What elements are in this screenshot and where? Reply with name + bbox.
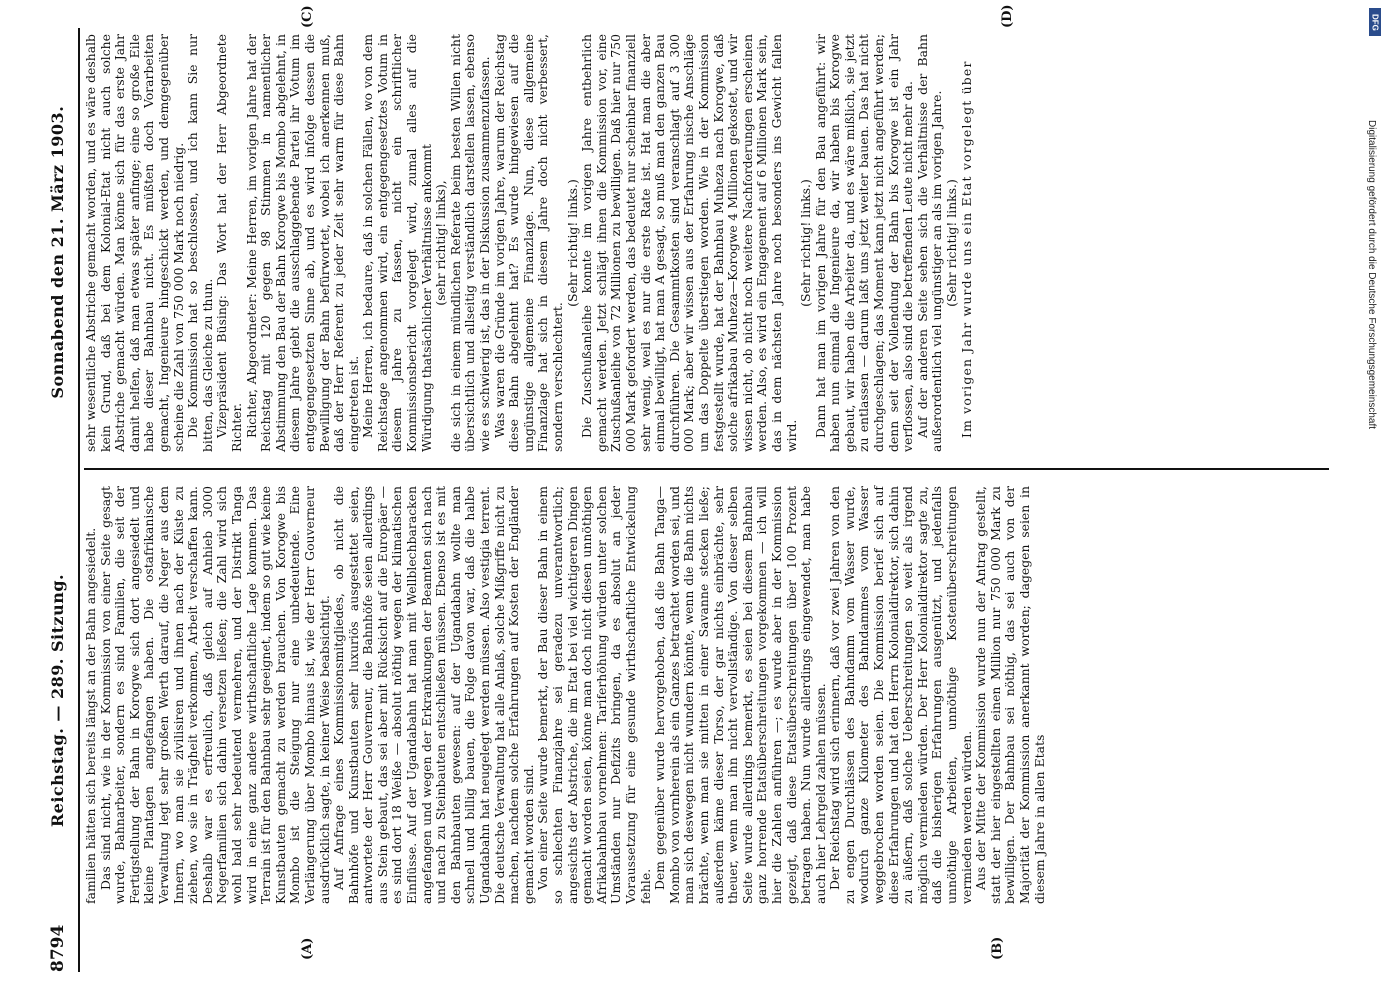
paragraph: Das sind nicht, wie in der Kommission von einer Seite gesagt wurde, Bahnarbeiter, sondern es sind Familien, die seit der Fertigstellung der Bahn in Korogwe sich dort angesiedelt und kleine Plantagen angefangen haben. Die ostafrikanische Verwaltung legt sehr großen Werth darauf, die Neger aus dem Innern, wo man sie zivilisiren und ihnen nach der Küste zu ziehen, wo sie in Trägheit verkommen, Arbeit verschaffen kann. Deshalb war es erfreulich, daß gleich auf Anhieb 3000 Negerfamilien sich dahin versetzen ließen; die Zahl wird sich wohl bald sehr bedeutend vermehren, und der Distrikt Tanga wird in eine ganz andere wirthschaftliche Lage kommen. Das Terrain ist für den Bahnbau sehr geeignet, indem so gut wie keine Kunstbauten gemacht zu werden brauchen. Von Korogwe bis Mombo ist die Steigung nur eine unbedeutende. Eine Verlängerung über Mombo hinaus ist, wie der Herr Gouverneur ausdrücklich sagte, in keiner Weise beabsichtigt. xyxy=(97,486,332,904)
paragraph: Was waren die Gründe im vorigen Jahre, warum der Reichstag diese Bahn abgelehnt hat? Es wurde hingewiesen auf die ungünstige allgemeine Finanzlage. Nun, diese allgemeine Finanzlage hat sich in diesem Jahre doch nicht verbessert, sondern verschlechtert. xyxy=(491,34,565,452)
paragraph: Meine Herren, ich bedaure, daß in solchen Fällen, wo von dem Reichstage angenommen wird, ein entgegengesetztes Votum in diesem Jahre zu fassen, nicht ein schriftlicher Kommissionsbericht vorgelegt wird, zumal alles auf die Würdigung thatsächlicher Verhältnisse ankommt xyxy=(360,34,434,452)
interjection: (Sehr richtig! links.) xyxy=(798,179,814,307)
interjection: (Sehr richtig! links.) xyxy=(944,179,960,307)
paragraph: Die Kommission hat so beschlossen, und ich kann Sie nur bitten, das Gleiche zu thun. xyxy=(185,34,215,452)
paragraph: Dem gegenüber wurde hervorgehoben, daß die Bahn Tanga—Mombo von vornherein als ein Ganzes betrachtet worden sei, und man sich deswegen nicht wundern könnte, wenn die Bahn nichts brächte, wenn man sie mitten in einer Savanne stecken ließe; außerdem käme dieser Torso, der gar nichts einbrächte, sehr theuer, wenn man ihn nicht vervollständige. Von dieser selben Seite wurde allerdings bemerkt, es seien bei diesem Bahnbau ganz horrende Etatsüberschreitungen vorgekommen — ich will hier die Zahlen anführen —; es wurde aber in der Kommission gezeigt, daß diese Etatsüberschreitungen über 100 Prozent betragen haben. Nun wurde allerdings eingewendet, man habe auch hier Lehrgeld zahlen müssen. xyxy=(652,486,828,904)
paragraph: die sich in einem mündlichen Referate beim besten Willen nicht übersichtlich und allseitig verständlich darstellen lassen, ebenso wie es schwierig ist, das in der Diskussion zusammenzufassen. xyxy=(447,34,493,452)
page-header xyxy=(48,28,74,972)
interjection: (Sehr richtig! links.) xyxy=(564,179,580,307)
speaker-paragraph: Richter, Abgeordneter: Meine Herren, im vorigen Jahre hat der Reichstag mit 120 gegen 98 Stimmen in namentlicher Abstimmung den Bau der Bahn Korogwe bis Mombo abgelehnt, in diesem Jahre giebt die ausschlaggebende Partei ihr Votum im entgegengesetzten Sinne ab, und es wird infolge dessen die Bewilligung der Bahn befürwortet, wobei ich anerkennen muß, daß der Herr Referent zu jeder Zeit sehr warm für diese Bahn eingetreten ist. xyxy=(243,34,361,452)
right-column xyxy=(84,34,974,452)
paragraph: Auf der anderen Seite sehen sich die Verhältnisse der Bahn außerordentlich viel ungünstiger an als im vorigen Jahre. xyxy=(914,34,945,452)
dfg-logo: DFG xyxy=(1369,8,1381,36)
paragraph: Aus der Mitte der Kommission wurde nun der Antrag gestellt, statt der hier eingestellten einen Million nur 750 000 Mark zu bewilligen. Der Bahnbau sei nöthig, das sei auch von der Majorität der Kommission anerkannt worden; dagegen seien in diesem Jahre in allen Etats xyxy=(973,486,1047,904)
session-title: Reichstag. — 289. Sitzung. xyxy=(48,573,67,828)
margin-marker-d: (D) xyxy=(1000,4,1015,28)
margin-marker-b: (B) xyxy=(990,936,1005,960)
margin-marker-c: (C) xyxy=(300,5,315,28)
paragraph: sehr wesentliche Abstriche gemacht worden, und es wäre deshalb kein Grund, daß bei dem Kolonial-Etat nicht auch solche Abstriche gemacht würden. Man könne sich für das erste Jahr damit helfen, daß man etwas später anfinge; eine so große Eile habe dieser Bahnbau nicht. Es müßten doch Vorarbeiten gemacht, Ingenieure hingeschickt werden, und demgegenüber scheine die Zahl von 750 000 Mark noch niedrig. xyxy=(83,34,186,452)
paragraph: familien hätten sich bereits längst an der Bahn angesiedelt. xyxy=(83,527,98,904)
interjection: (sehr richtig! links), xyxy=(433,180,449,306)
margin-marker-a: (A) xyxy=(300,937,315,960)
digitization-note: Digitalisierung gefördert durch die Deutsche Forschungsgemeinschaft xyxy=(1366,120,1377,430)
session-date: Sonnabend den 21. März 1903. xyxy=(48,105,67,399)
paragraph: Der Reichstag wird sich erinnern, daß vor zwei Jahren von den zu engen Durchlässen des Bahndamm vom Wasser wurde, wodurch ganze Kilometer des Bahndammes vom Wasser weggebrochen worden seien. Die Kommission berief sich auf diese Erfahrungen und hat den Herrn Kolonialdirektor, sich dahin zu äußern, daß solche Ueberschreitungen so weit als irgend möglich vermieden würden. Der Herr Kolonialdirektor sagte zu, daß die bisherigen Erfahrungen ausgenützt, und jedenfalls unnöthige Arbeiten, unnöthige Kostenüberschreitungen vermieden werden würden. xyxy=(827,486,974,904)
paragraph: Im vorigen Jahr wurde uns ein Etat vorgelegt über xyxy=(958,60,974,438)
paragraph: Von einer Seite wurde bemerkt, der Bau dieser Bahn in einem so schlechten Finanzjahre sei geradezu unverantwortlich; angesichts der Abstriche, die im Etat bei viel wichtigeren Dingen gemacht worden seien, könne man doch nicht diesen unnöthigen Afrikabahnbau vornehmen: Tariferhöhung würden unter solchen Umständen nur Defizits bringen, da es absolut an jeder Voraussetzung für eine gesunde wirthschaftliche Entwickelung fehle. xyxy=(535,486,653,904)
page-number: 8794 xyxy=(48,924,68,972)
column-divider xyxy=(84,468,1329,470)
left-column xyxy=(84,486,1047,904)
paragraph: Die Zuschußanleihe konnte im vorigen Jahre entbehrlich gemacht werden. Jetzt schlägt ihnen die Kommission vor, eine Zuschußanleihe von 72 Millionen zu bewilligen. Daß hier nur 750 000 Mark gefordert werden, das bedeutet nur scheinbar finanziell sehr wenig, weil es nur die erste Rate ist. Hat man die aber einmal bewilligt, hat man A gesagt, so muß man den ganzen Bau durchführen. Die Gesammtkosten sind veranschlagt auf 3 300 000 Mark; aber wir wissen aus der Erfahrung nische Anschläge um das Doppelte überstiegen worden. Wie in der Kommission festgestellt wurde, hat der Bahnbau Muheza nach Korogwe, daß solche afrikabau Muheza—Korogwe 4 Millionen gekostet, und wir wissen nicht, ob nicht noch weitere Nachforderungen erscheinen werden. Also, es wird ein Engagement auf 6 Millionen Mark sein, das in dem nächsten Jahre noch besonders ins Gewicht fallen wird. xyxy=(579,34,799,452)
speaker-paragraph: Vizepräsident Büsing: Das Wort hat der Herr Abgeordnete Richter. xyxy=(214,34,244,452)
paragraph: Auf Anfrage eines Kommissionsmitgliedes, ob nicht die Bahnhöfe und Kunstbauten sehr luxuriös ausgestattet seien, antwortete der Herr Gouverneur, die Bahnhöfe seien allerdings aus Stein gebaut, das sei aber mit Rücksicht auf die Europäer — es sind dort 18 Weiße — absolut nöthig wegen der klimatischen Einflüsse. Auf der Ugandabahn hat man mit Wellblechbaracken angefangen und wegen der Erkrankungen der Beamten sich nach und nach zu Steinbauten entschließen müssen. Ebenso ist es mit den Bahnbauten gewesen: auf der Ugandabahn wollte man schnell und billig bauen, die Folge davon war, daß die halbe Ugandabahn hat neugelegt werden müssen. Also vestigia terrent. Die deutsche Verwaltung hat alle Anlaß, solche Mißgriffe nicht zu machen, nachdem solche Erfahrungen auf Kosten der Engländer gemacht worden sind. xyxy=(331,486,536,904)
paragraph: Dann hat man im vorigen Jahre für den Bau angeführt: wir haben nun einmal die Ingenieure da, wir haben bis Korogwe gebaut, wir haben die Arbeiter da, und es wäre mißlich, sie jetzt zu entlassen — darum laßt uns jetzt weiter bauen. Das hat nicht durchgeschlagen; das Moment kann jetzt nicht angeführt werden; denn seit der Vollendung der Bahn bis Korogwe ist ein Jahr verflossen, also sind die betreffenden Leute nicht mehr da. xyxy=(812,34,916,452)
header-rule xyxy=(78,28,80,972)
